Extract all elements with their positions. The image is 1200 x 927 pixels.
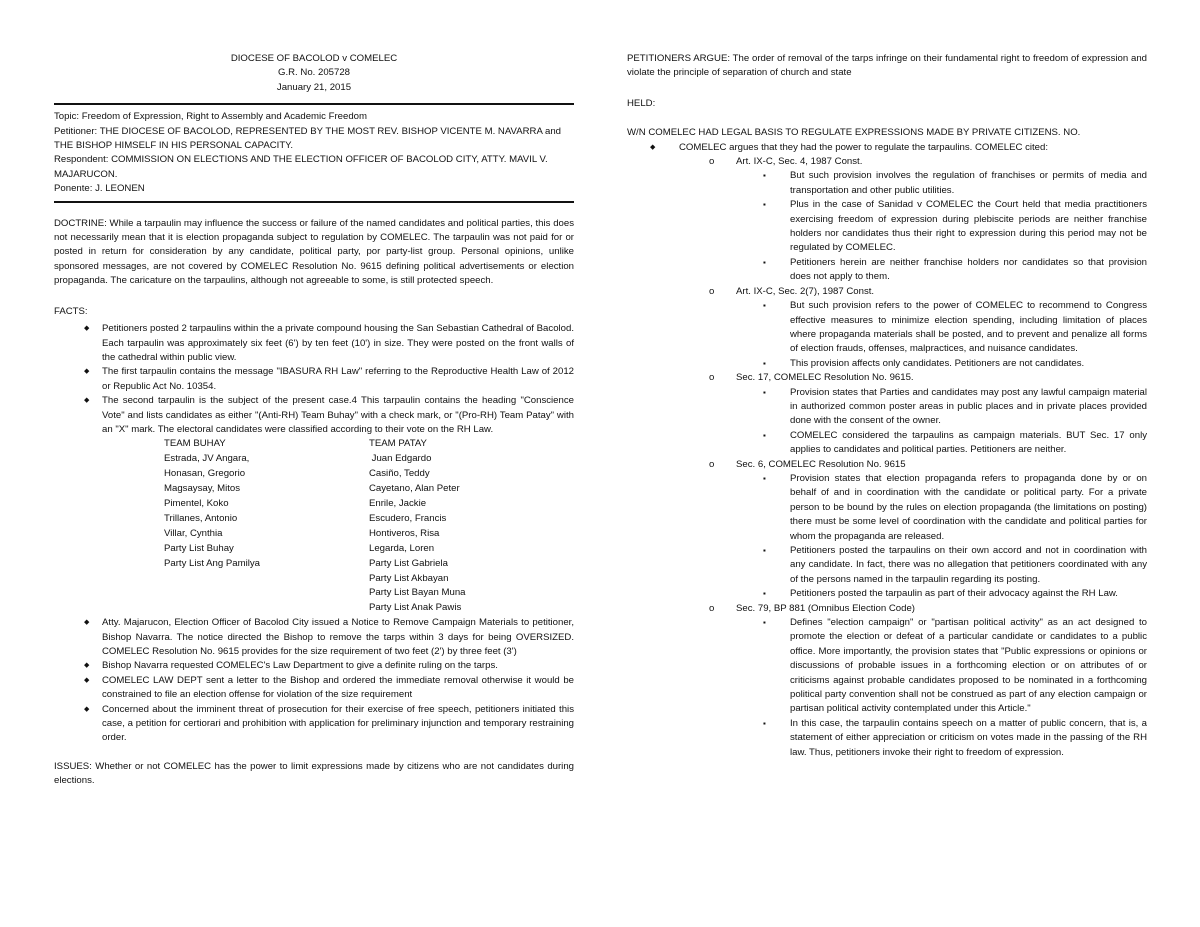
fact-item: ◆ COMELEC LAW DEPT sent a letter to the Bishop and ordered the immediate removal otherwise it would be constrained to file an election offense for violation of the size requirement (54, 674, 574, 703)
fact-item: ◆ The second tarpaulin is the subject of the present case.4 This tarpaulin contains the heading "Conscience Vote" and lists candidates as either "(Anti-RH) Team Buhay" with a check mark, or "(Pro-RH) Team Patay" with an "X" mark. The electoral candidates were classified according to their vote on the RH Law. (54, 394, 574, 437)
section-point: ▪ Petitioners posted the tarpaulin as part of their advocacy against the RH Law. (627, 587, 1147, 601)
topic-line (54, 110, 574, 124)
ponente-label: Ponente: (54, 183, 93, 195)
facts-label: FACTS: (54, 305, 88, 317)
issues-paragraph (54, 760, 574, 789)
fact-item: ◆ Petitioners posted 2 tarpaulins within the a private compound housing the San Sebastian Cathedral of Bacolod. Each tarpaulin was approximately six feet (6') by ten feet (10') in size. They were posted on the front walls of the cathedral within public view. (54, 322, 574, 365)
team-member: Pimentel, Koko (164, 497, 229, 509)
case-number: G.R. No. 205728 (278, 67, 350, 79)
petitioner-text: THE DIOCESE OF BACOLOD, REPRESENTED BY THE MOST REV. BISHOP VICENTE M. NAVARRA and THE BISHOP HIMSELF IN HIS PERSONAL CAPACITY. (54, 125, 562, 152)
petitioner-line (54, 125, 574, 154)
case-header (54, 52, 574, 95)
fact-item: ◆ Bishop Navarra requested COMELEC's Law Department to give a definite ruling on the tarps. (54, 659, 574, 673)
petitioner-label: Petitioner: (54, 125, 98, 137)
issues-label: ISSUES: (54, 760, 92, 772)
case-info (54, 110, 574, 196)
team-member: Party List Anak Pawis (369, 602, 462, 614)
team-member: Honasan, Gregorio (164, 468, 246, 480)
ponente-text: J. LEONEN (92, 183, 145, 195)
section-point: ▪ But such provision refers to the power of COMELEC to recommend to Congress effective measures to minimize election spending, including limitation of places where propaganda materials shall be posted, and to prevent and penalize all forms of election frauds, offenses, malpractices, and nuisance candidates. (627, 299, 1147, 357)
respondent-label: Respondent: (54, 154, 109, 166)
team-member: Party List Akbayan (369, 572, 449, 584)
team-member: Trillanes, Antonio (164, 512, 238, 524)
fact-item: ◆ Concerned about the imminent threat of prosecution for their exercise of free speech, petitioners initiated this case, a petition for certiorari and prohibition with application for preliminary injunction and temporary restraining order. (54, 703, 574, 746)
team-member: Estrada, JV Angara, (164, 453, 250, 465)
respondent-text: COMMISSION ON ELECTIONS AND THE ELECTION OFFICER OF BACOLOD CITY, ATTY. MAVIL V. MAJARUCON. (54, 154, 548, 180)
info-rule (54, 201, 574, 203)
team-member: Party List Gabriela (369, 557, 448, 569)
ponente-line (54, 182, 574, 196)
team-member: Cayetano, Alan Peter (369, 483, 460, 495)
issues-text: Whether or not COMELEC has the power to limit expressions made by citizens who are not candidates during elections. (54, 760, 574, 787)
facts-list-continued (54, 616, 574, 746)
topic-text: Freedom of Expression, Right to Assembly and Academic Freedom (79, 111, 368, 123)
section-title: o Sec. 79, BP 881 (Omnibus Election Code) (627, 602, 1147, 616)
fact-item: ◆ Atty. Majarucon, Election Officer of Bacolod City issued a Notice to Remove Campaign Materials to petitioner, Bishop Navarra. The notice directed the Bishop to remove the tarps within 3 days for being OVERSIZED. COMELEC Resolution No. 9615 provides for the size requirement of two feet (2') by three feet (3') (54, 616, 574, 659)
teams-table (164, 437, 574, 616)
section-title: o Art. IX-C, Sec. 4, 1987 Const. (627, 155, 1147, 169)
team-member: Party List Ang Pamilya (164, 557, 260, 569)
case-date: January 21, 2015 (276, 81, 352, 93)
header-rule (54, 103, 574, 105)
case-title: DIOCESE OF BACOLOD v COMELEC (230, 53, 398, 64)
section-point: ▪ Petitioners posted the tarpaulins on their own accord and not in coordination with any candidate. In fact, there was no allegation that petitioners coordinated with any of the persons named in the tarpaulin regarding its posting. (627, 544, 1147, 587)
doctrine-text: While a tarpaulin may influence the success or failure of the named candidates and political parties, this does not necessarily mean that it is election propaganda subject to regulation by COMELEC. The tarpaulin was not paid for or posted in return for consideration by any candidate, political party, por party-list group. Personal opinions, unlike sponsored messages, are not covered by COMELEC Resolution No. 9615 defining political advertisements or election propaganda. The caricature on the tarpaulins, although not agreeable to some, is still protected speech. (54, 217, 574, 287)
team-buhay-heading: TEAM BUHAY (164, 438, 226, 450)
team-patay-heading: TEAM PATAY (369, 438, 427, 450)
team-member: Magsaysay, Mitos (164, 483, 241, 495)
held-label: HELD: (627, 97, 656, 109)
fact-item: ◆ The first tarpaulin contains the message "IBASURA RH Law" referring to the Reproductive Health Law of 2012 or Republic Act No. 10354. (54, 365, 574, 394)
section-point: ▪ In this case, the tarpaulin contains speech on a matter of public concern, that is, a statement of either appreciation or criticism on votes made in the passing of the RH law. Thus, petitioners invoke their right to freedom of expression. (627, 717, 1147, 760)
section-point: ▪ Defines "election campaign" or "partisan political activity" as an act designed to promote the election or defeat of a particular candidate or candidates to a public office. More importantly, the provision states that "Public expressions or opinions or discussions of probable issues in a forthcoming election or on attributes of or criticisms against probable candidates proposed to be nominated in a forthcoming political party convention shall not be construed as part of any election campaign or partisan political activity contemplated under this Article." (627, 616, 1147, 717)
held-question: W/N COMELEC HAD LEGAL BASIS TO REGULATE EXPRESSIONS MADE BY PRIVATE CITIZENS. NO. (627, 127, 1081, 139)
section-point: ▪ Plus in the case of Sanidad v COMELEC the Court held that media practitioners exercising freedom of expression during plebiscite periods are neither franchise holders nor candidates thus their right to expression during this period may not be regulated by COMELEC. (627, 198, 1147, 256)
team-patay-column (369, 437, 574, 616)
held-lead: ◆ COMELEC argues that they had the power to regulate the tarpaulins. COMELEC cited: (627, 141, 1147, 155)
petitioners-argue-label: PETITIONERS ARGUE: (627, 53, 731, 64)
team-member: Enrile, Jackie (369, 497, 427, 509)
petitioners-argue-text: The order of removal of the tarps infringe on their fundamental right to freedom of expression and violate the principle of separation of church and state (627, 53, 1147, 79)
left-column (54, 52, 574, 789)
section-title: o Art. IX-C, Sec. 2(7), 1987 Const. (627, 285, 1147, 299)
section-point: ▪ This provision affects only candidates. Petitioners are not candidates. (627, 357, 1147, 371)
team-buhay-column (164, 437, 369, 616)
team-member: Legarda, Loren (369, 542, 435, 554)
topic-label: Topic: (54, 111, 80, 123)
team-member: Party List Bayan Muna (369, 587, 466, 599)
doctrine-label: DOCTRINE: (54, 217, 107, 229)
doctrine-paragraph (54, 217, 574, 289)
section-point: ▪ COMELEC considered the tarpaulins as campaign materials. BUT Sec. 17 only applies to candidates and political parties. Petitioners are neither. (627, 429, 1147, 458)
respondent-line (54, 153, 574, 182)
team-member: Hontiveros, Risa (369, 527, 440, 539)
team-member: Juan Edgardo (369, 453, 432, 465)
right-column (627, 52, 1147, 760)
section-point: ▪ But such provision involves the regulation of franchises or permits of media and transportation and other public utilities. (627, 169, 1147, 198)
section-point: ▪ Provision states that election propaganda refers to propaganda done by or on behalf of and in coordination with the candidate or political party. For a private person to be bound by the rules on election propaganda (the limitations on posting) there must be some level of coordination with the candidate and political parties for whom the propaganda are released. (627, 472, 1147, 544)
team-member: Escudero, Francis (369, 512, 447, 524)
section-title: o Sec. 17, COMELEC Resolution No. 9615. (627, 371, 1147, 385)
facts-list (54, 322, 574, 437)
section-title: o Sec. 6, COMELEC Resolution No. 9615 (627, 458, 1147, 472)
petitioners-argue-paragraph (627, 52, 1147, 81)
team-member: Casiño, Teddy (369, 468, 430, 480)
team-member: Party List Buhay (164, 542, 234, 554)
section-point: ▪ Petitioners herein are neither franchise holders nor candidates so that provision does not apply to them. (627, 256, 1147, 285)
team-member: Villar, Cynthia (164, 527, 223, 539)
section-point: ▪ Provision states that Parties and candidates may post any lawful campaign material in authorized common poster areas in public places and in private places provided done with the consent of the owner. (627, 386, 1147, 429)
